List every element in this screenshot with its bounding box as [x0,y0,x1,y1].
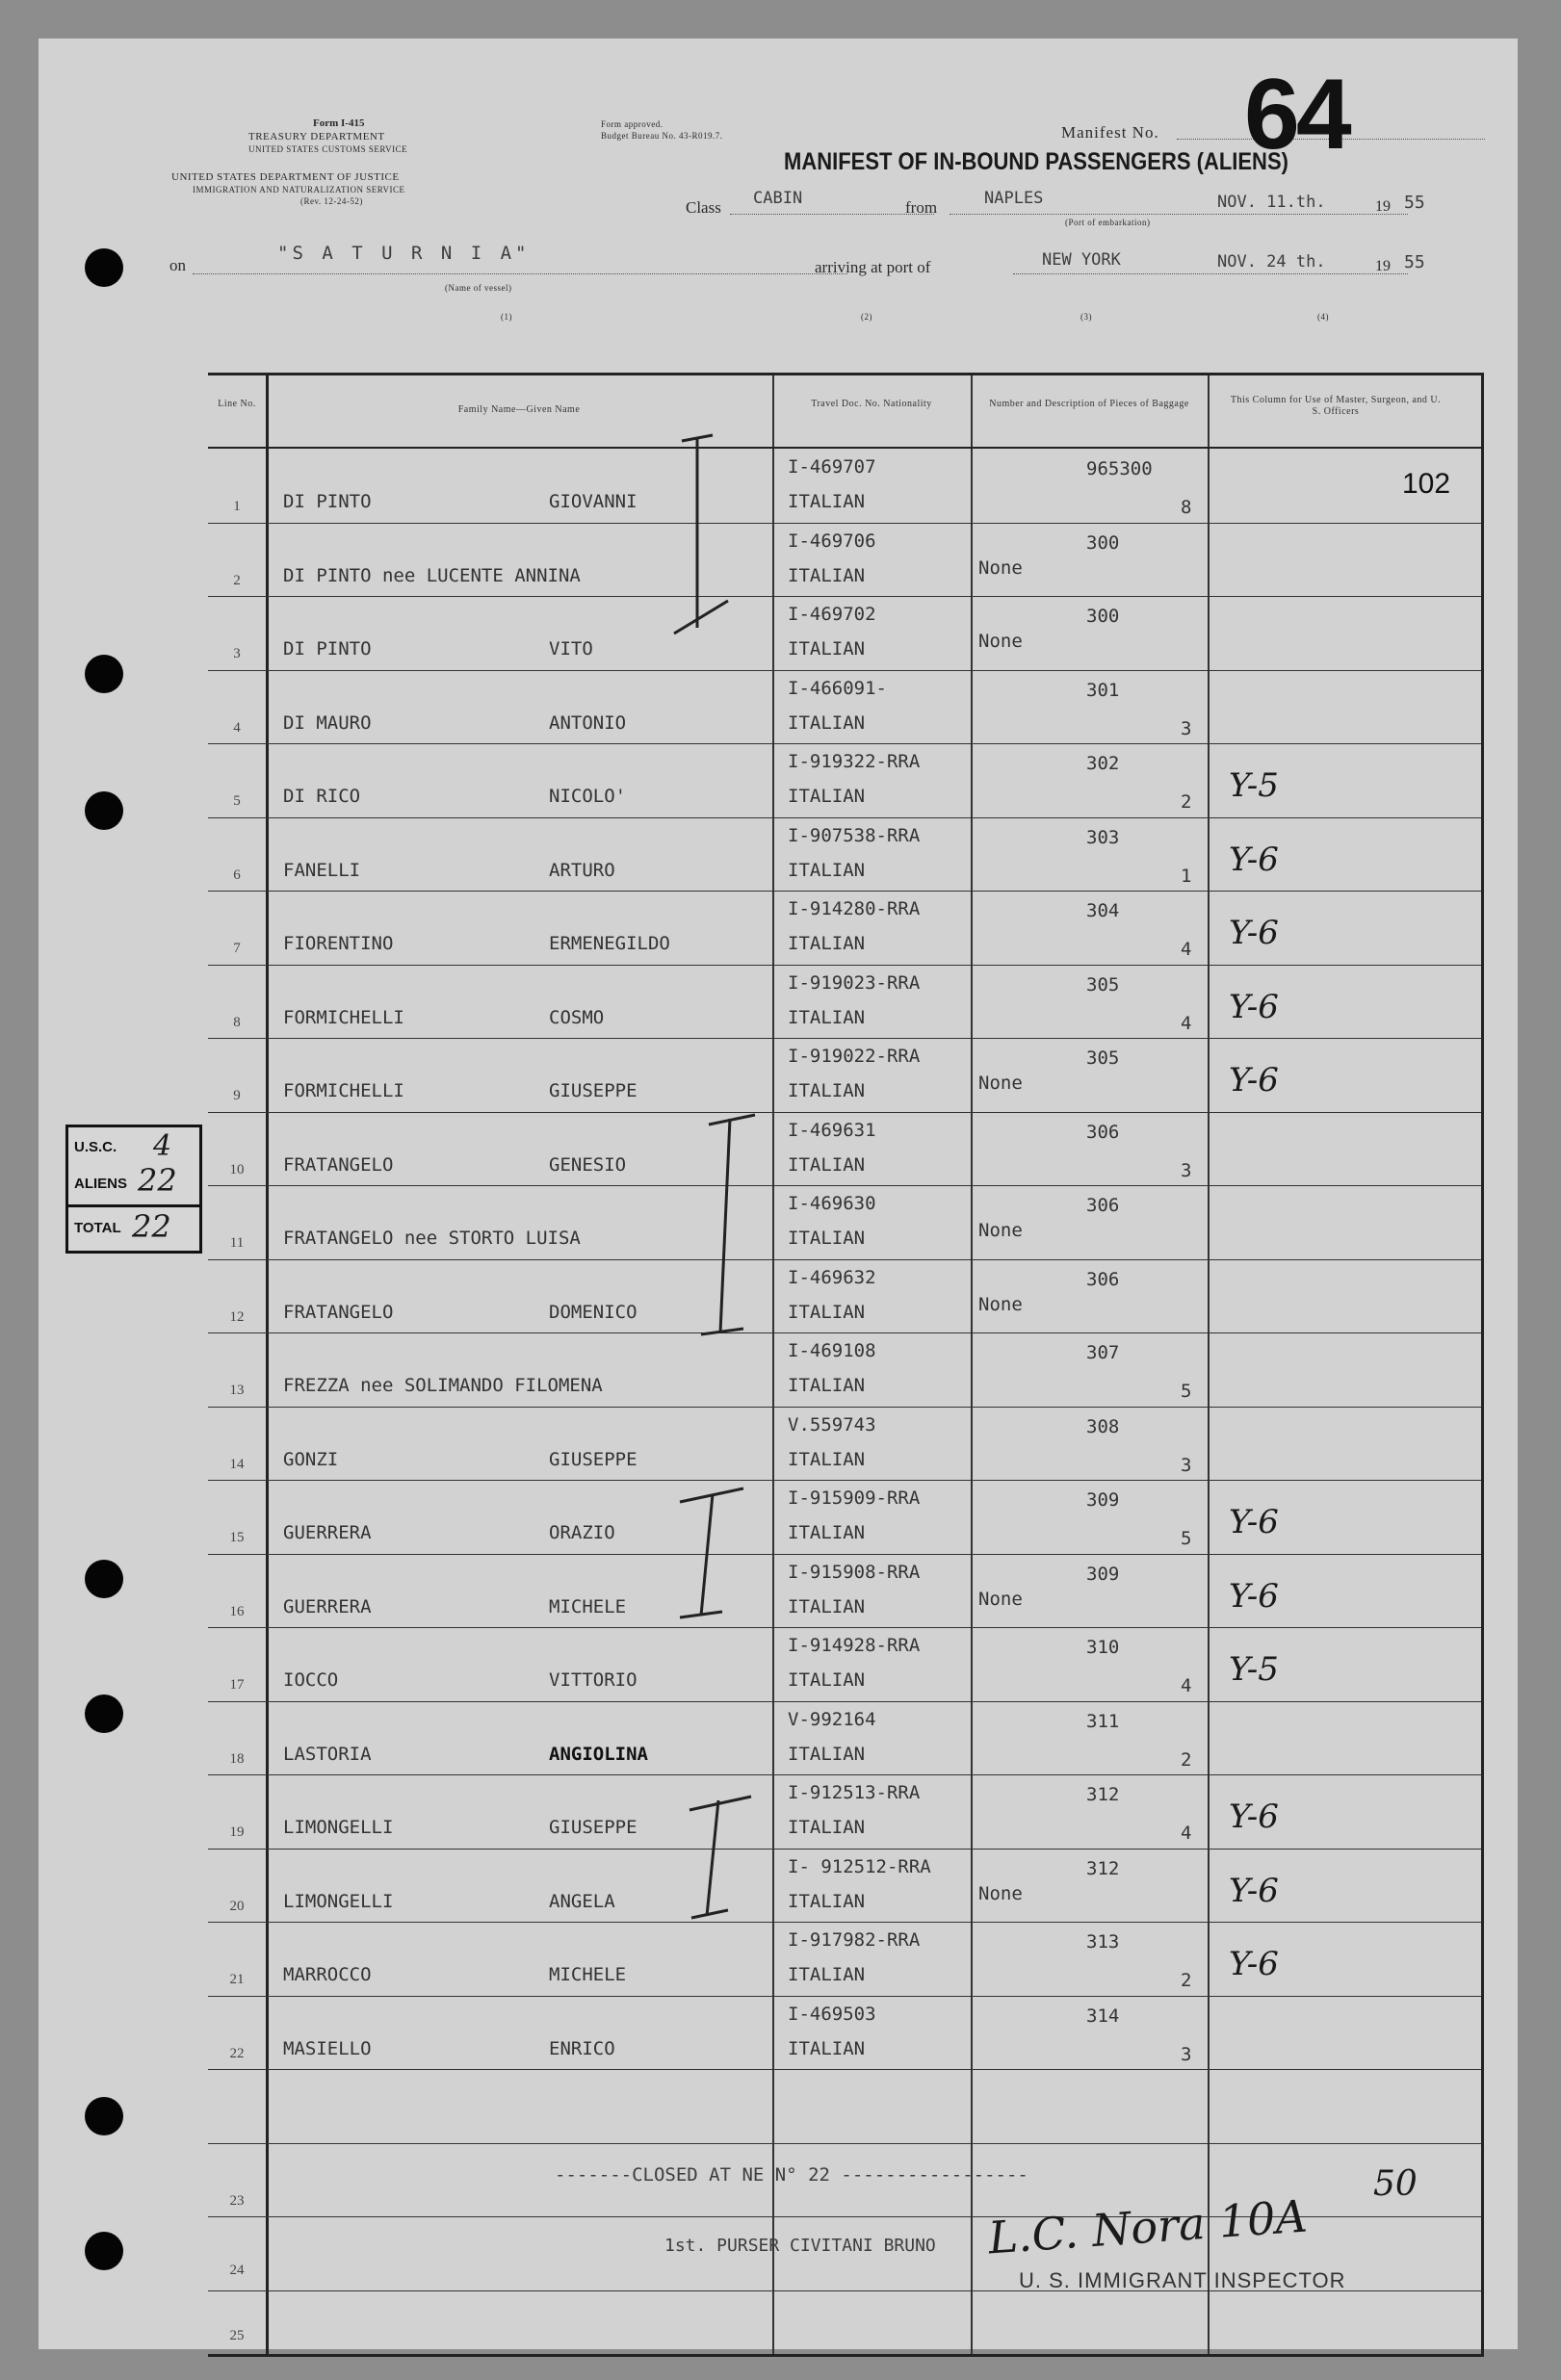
line-number: 3 [233,646,241,661]
line-number: 11 [229,1235,245,1251]
line-number: 2 [233,572,241,588]
family-name: FRATANGELO [283,1301,394,1323]
travel-doc-number: I-907538-RRA [788,824,921,846]
nationality: ITALIAN [788,2037,866,2059]
nationality: ITALIAN [788,711,866,734]
family-name: DI RICO [283,786,361,807]
given-name: GIUSEPPE [549,1080,637,1101]
travel-doc-number: V-992164 [788,1708,876,1730]
given-name: GIUSEPPE [549,1817,637,1838]
nationality: ITALIAN [788,491,866,512]
line-number: 25 [229,2328,245,2343]
officer-note: Y-6 [1229,1061,1279,1099]
baggage-pieces: None [978,631,1023,652]
given-name: ORAZIO [549,1522,615,1543]
closed-line: -------CLOSED AT NE N° 22 ----------------- [555,2164,1028,2186]
manifest-number: 64 [1244,59,1348,170]
baggage-pieces: 1 [1181,865,1192,887]
line-number: 18 [229,1750,245,1767]
line-number: 5 [233,793,241,809]
travel-doc-number: I-919023-RRA [788,971,921,994]
form-approved: Form approved. [601,119,663,129]
baggage-number: 309 [1086,1489,1120,1511]
given-name: ENRICO [549,2037,615,2059]
line-number: 10 [229,1161,245,1177]
budget-bureau: Budget Bureau No. 43-R019.7. [601,131,723,141]
baggage-pieces: 5 [1181,1381,1192,1402]
aliens-value: 22 [138,1162,177,1199]
travel-doc-number: V.559743 [788,1413,876,1436]
from-value: NAPLES [984,189,1044,208]
baggage-number: 304 [1086,900,1120,921]
inspector-signature: L.C. Nora 10A [986,2189,1310,2264]
family-name: IOCCO [283,1669,339,1691]
baggage-number: 305 [1086,1048,1120,1069]
line-number: 7 [233,941,241,956]
family-name: DI PINTO [283,491,372,512]
column-number: (1) [501,312,512,322]
line-number: 17 [229,1677,245,1693]
nationality: ITALIAN [788,859,866,881]
baggage-pieces: None [978,1293,1023,1315]
baggage-pieces: 4 [1181,1012,1192,1034]
baggage-pieces: 3 [1181,1159,1192,1181]
inspector-caption: U. S. IMMIGRANT INSPECTOR [1019,2268,1346,2292]
baggage-number: 310 [1086,1637,1120,1658]
port-embarkation-caption: (Port of embarkation) [1065,218,1151,227]
usc-value: 4 [153,1129,172,1163]
aliens-label: ALIENS [74,1176,128,1192]
col-header-officers: This Column for Use of Master, Surgeon, and U. S. Officers [1230,395,1442,417]
revision: (Rev. 12-24-52) [300,196,363,206]
family-name: DI PINTO [283,638,372,660]
baggage-number: 965300 [1086,458,1153,479]
given-name: GIUSEPPE [549,1448,637,1470]
family-name: MASIELLO [283,2037,372,2059]
travel-doc-number: I-469631 [788,1119,876,1141]
baggage-pieces: 2 [1181,1748,1192,1771]
baggage-pieces: None [978,1073,1023,1094]
family-name: FORMICHELLI [283,1006,404,1028]
family-name: FRATANGELO [283,1153,394,1176]
nationality: ITALIAN [788,1817,866,1838]
officer-note: Y-6 [1229,987,1279,1026]
travel-doc-number: I-466091- [788,677,887,699]
column-number: (4) [1317,312,1329,322]
travel-doc-number: I-917982-RRA [788,1929,921,1951]
baggage-number: 301 [1086,679,1120,701]
family-name: LASTORIA [283,1743,372,1765]
on-label: on [169,256,186,274]
baggage-pieces: 3 [1181,1454,1192,1476]
departure-year: 55 [1404,193,1425,213]
baggage-number: 305 [1086,973,1120,996]
baggage-number: 312 [1086,1857,1120,1879]
given-name: DOMENICO [549,1301,637,1323]
travel-doc-number: I-914280-RRA [788,898,921,919]
given-name: GENESIO [549,1153,627,1176]
given-name: VITTORIO [549,1669,637,1691]
departure-year-prefix: 19 [1375,198,1391,215]
family-name: GONZI [283,1448,339,1470]
line-number: 20 [229,1898,245,1914]
line-number: 15 [229,1530,245,1545]
from-label: from [905,198,938,217]
nationality: ITALIAN [788,1595,866,1617]
family-name: GUERRERA [283,1522,372,1543]
departure-date: NOV. 11.th. [1217,193,1326,212]
line-number: 6 [233,867,241,883]
col-header-name: Family Name—Given Name [457,404,581,415]
travel-doc-number: I-469706 [788,530,876,552]
officer-note: Y-6 [1229,1798,1279,1836]
family-name: FANELLI [283,859,361,881]
family-bracket-marks [39,39,1518,2349]
nationality: ITALIAN [788,1080,866,1101]
baggage-number: 308 [1086,1415,1120,1437]
family-name: MARROCCO [283,1964,372,1985]
baggage-pieces: 5 [1181,1528,1192,1549]
line-number: 16 [229,1603,245,1619]
customs-service: UNITED STATES CUSTOMS SERVICE [248,144,408,154]
ins-service: IMMIGRATION AND NATURALIZATION SERVICE [193,185,405,194]
nationality: ITALIAN [788,1890,866,1912]
baggage-pieces: 3 [1181,2043,1192,2065]
nationality: ITALIAN [788,1228,866,1249]
travel-doc-number: I-915908-RRA [788,1561,921,1583]
baggage-pieces: None [978,1588,1023,1610]
line-number: 23 [229,2193,245,2209]
given-name: ARTURO [549,859,615,881]
given-name: VITO [549,638,593,660]
officer-note: Y-5 [1229,766,1279,805]
officer-note: Y-5 [1229,1650,1279,1689]
baggage-number: 311 [1086,1710,1120,1732]
vessel-name: "S A T U R N I A" [277,243,531,264]
baggage-number: 307 [1086,1342,1120,1363]
purser-line: 1st. PURSER CIVITANI BRUNO [664,2236,936,2256]
baggage-pieces: 4 [1181,1823,1192,1844]
nationality: ITALIAN [788,1448,866,1470]
column-number: (3) [1080,312,1092,322]
line-number: 14 [229,1456,245,1472]
col-header-doc: Travel Doc. No. Nationality [811,399,932,409]
given-name: NICOLO' [549,786,627,807]
line-number: 8 [233,1014,241,1030]
baggage-number: 306 [1086,1121,1120,1143]
travel-doc-number: I-469707 [788,456,876,478]
line-number: 22 [229,2045,245,2061]
nationality: ITALIAN [788,1153,866,1176]
line-number: 21 [229,1972,245,1987]
nationality: ITALIAN [788,1375,866,1396]
nationality: ITALIAN [788,786,866,807]
nationality: ITALIAN [788,564,866,586]
travel-doc-number: I-469630 [788,1193,876,1214]
manifest-no-label: Manifest No. [1061,123,1159,142]
travel-doc-number: I-919022-RRA [788,1046,921,1067]
baggage-pieces: 2 [1181,1970,1192,1991]
class-value: CABIN [753,189,803,208]
travel-doc-number: I-469632 [788,1266,876,1288]
given-name: GIOVANNI [549,491,637,512]
line-number: 1 [233,499,241,514]
family-name: LIMONGELLI [283,1817,394,1838]
class-label: Class [686,198,721,217]
arrival-port: NEW YORK [1042,250,1121,270]
nationality: ITALIAN [788,1006,866,1028]
line-number: 12 [229,1308,245,1325]
baggage-number: 312 [1086,1784,1120,1805]
baggage-number: 302 [1086,753,1120,774]
baggage-pieces: 4 [1181,939,1192,960]
officer-note: 102 [1402,468,1451,500]
inspector-number: 50 [1373,2164,1418,2204]
baggage-pieces: 2 [1181,791,1192,813]
manifest-sheet [39,39,1518,2349]
family-name: DI PINTO nee LUCENTE ANNINA [283,564,581,586]
travel-doc-number: I-914928-RRA [788,1635,921,1656]
officer-note: Y-6 [1229,914,1279,952]
travel-doc-number: I-469108 [788,1340,876,1361]
baggage-number: 309 [1086,1563,1120,1585]
baggage-pieces: 4 [1181,1675,1192,1696]
line-number: 19 [229,1824,245,1840]
line-number: 9 [233,1088,241,1103]
family-name: FRATANGELO nee STORTO LUISA [283,1228,581,1249]
arriving-label: arriving at port of [815,258,931,276]
vessel-caption: (Name of vessel) [445,283,512,293]
officer-note: Y-6 [1229,1945,1279,1983]
nationality: ITALIAN [788,1964,866,1985]
nationality: ITALIAN [788,933,866,954]
travel-doc-number: I-469503 [788,2003,876,2025]
family-name: LIMONGELLI [283,1890,394,1912]
officer-note: Y-6 [1229,1871,1279,1910]
nationality: ITALIAN [788,1301,866,1323]
arrival-date: NOV. 24 th. [1217,252,1326,272]
total-label: TOTAL [74,1220,121,1236]
baggage-number: 313 [1086,1931,1120,1953]
form-number: Form I-415 [313,117,365,129]
travel-doc-number: I-915909-RRA [788,1488,921,1509]
line-number: 4 [233,719,241,736]
nationality: ITALIAN [788,1669,866,1691]
given-name: MICHELE [549,1595,627,1617]
baggage-pieces: 8 [1181,497,1192,518]
given-name: ANGELA [549,1890,615,1912]
baggage-number: 303 [1086,826,1120,848]
baggage-number: 300 [1086,531,1120,554]
family-name: FIORENTINO [283,933,394,954]
manifest-title: MANIFEST OF IN-BOUND PASSENGERS (ALIENS) [784,148,1288,175]
col-header-line-no: Line No. [218,399,256,409]
nationality: ITALIAN [788,1522,866,1543]
baggage-pieces: None [978,1882,1023,1904]
treasury-department: TREASURY DEPARTMENT [248,131,385,142]
family-name: DI MAURO [283,711,372,734]
given-name: MICHELE [549,1964,627,1985]
family-name: FORMICHELLI [283,1080,404,1101]
officer-note: Y-6 [1229,840,1279,879]
arrival-year: 55 [1404,252,1425,272]
given-name: ERMENEGILDO [549,933,670,954]
usc-label: U.S.C. [74,1139,117,1155]
baggage-number: 300 [1086,606,1120,627]
col-header-baggage: Number and Description of Pieces of Baggage [989,399,1189,409]
line-number: 13 [229,1383,245,1398]
nationality: ITALIAN [788,638,866,660]
baggage-number: 306 [1086,1195,1120,1216]
travel-doc-number: I- 912512-RRA [788,1855,931,1877]
line-number: 24 [229,2263,245,2278]
baggage-number: 306 [1086,1268,1120,1290]
baggage-number: 314 [1086,2005,1120,2027]
officer-note: Y-6 [1229,1576,1279,1616]
column-number: (2) [861,312,872,322]
officer-note: Y-6 [1229,1503,1279,1541]
baggage-pieces: None [978,556,1023,579]
travel-doc-number: I-469702 [788,604,876,625]
baggage-pieces: None [978,1220,1023,1241]
given-name: ANGIOLINA [549,1743,648,1765]
baggage-pieces: 3 [1181,717,1192,739]
travel-doc-number: I-919322-RRA [788,751,921,772]
nationality: ITALIAN [788,1743,866,1765]
total-value: 22 [132,1208,171,1245]
family-name: GUERRERA [283,1595,372,1617]
travel-doc-number: I-912513-RRA [788,1782,921,1803]
justice-department: UNITED STATES DEPARTMENT OF JUSTICE [171,171,400,183]
given-name: COSMO [549,1006,605,1028]
arrival-year-prefix: 19 [1375,258,1391,274]
family-name: FREZZA nee SOLIMANDO FILOMENA [283,1375,603,1396]
given-name: ANTONIO [549,711,627,734]
